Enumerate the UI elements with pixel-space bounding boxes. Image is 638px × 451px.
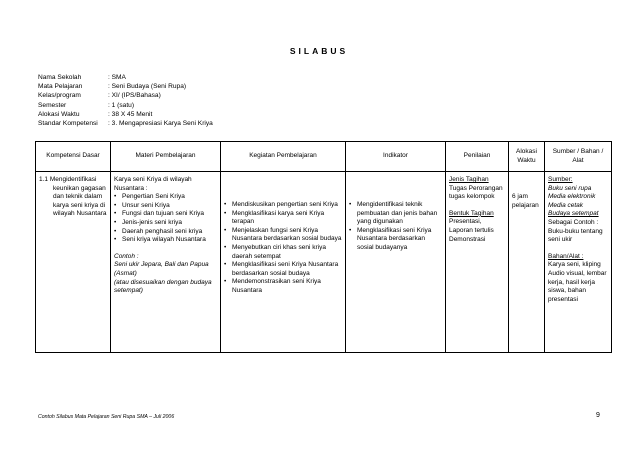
list-item: • Fungsi dan tujuan seni Kriya bbox=[114, 210, 217, 219]
list-item: • Daerah penghasil seni kriya bbox=[114, 228, 217, 237]
list-item: • Mengklasifikasi seni Kriya Nusantara berdasarkan sosial budayanya bbox=[349, 227, 442, 253]
jenis-tagihan-label: Jenis Tagihan bbox=[449, 176, 489, 183]
cell-indikator bbox=[346, 172, 446, 353]
list-item: • Mendemonstrasikan seni Kriya Nusantara bbox=[224, 278, 342, 295]
syllabus-table bbox=[35, 141, 612, 353]
meta-row: Mata Pelajaran : Seni Budaya (Seni Rupa) bbox=[38, 83, 187, 91]
list-item: • Seni kriya wilayah Nusantara bbox=[114, 236, 217, 245]
sumber-label: Sumber: bbox=[548, 176, 573, 183]
meta-row: Alokasi Waktu : 38 X 45 Menit bbox=[38, 110, 153, 118]
indikator-list bbox=[349, 201, 442, 253]
list-item: • Menyebutkan ciri khas seni kriya daerah setempat bbox=[224, 244, 342, 261]
header-kegiatan: Kegiatan Pembelajaran bbox=[221, 142, 346, 172]
contoh-note: (atau disesuaikan dengan budaya setempat) bbox=[114, 278, 212, 295]
list-item: • Pengertian Seni Kriya bbox=[114, 193, 217, 202]
sumber-item: Media elektronik bbox=[548, 193, 596, 201]
list-item: • Jenis-jenis seni kriya bbox=[114, 219, 217, 228]
page-title: SILABUS bbox=[289, 46, 349, 56]
cell-sumber bbox=[545, 172, 612, 353]
bentuk-tagihan-label: Bentuk Tagihan bbox=[449, 209, 494, 217]
header-materi: Materi Pembelajaran bbox=[111, 142, 221, 172]
header-penilaian: Penilaian bbox=[446, 142, 509, 172]
header-indikator: Indikator bbox=[346, 142, 446, 172]
list-item: • Menjelaskan fungsi seni Kriya Nusantara berdasarkan sosial budaya bbox=[224, 227, 342, 244]
cell-alokasi bbox=[509, 172, 545, 353]
header-kompetensi-dasar: Kompetensi Dasar bbox=[36, 142, 111, 172]
sumber-contoh: Sebagai Contoh : Buku-buku tentang seni ukir bbox=[548, 218, 603, 244]
list-item: • Mendiskusikan pengertian seni Kriya bbox=[224, 201, 342, 210]
bahan-label: Bahan/Alat : bbox=[548, 252, 584, 260]
sumber-item: Budaya setempat bbox=[548, 210, 599, 218]
meta-row: Nama Sekolah : SMA bbox=[38, 74, 126, 81]
materi-list bbox=[114, 193, 217, 245]
bahan-text: Karya seni, kliping Audio visual, lembar kerja, hasil kerja siswa, bahan presentasi bbox=[548, 261, 607, 303]
contoh-label: Contoh : bbox=[114, 252, 139, 260]
list-item: • Mengklasifikasi seni Kriya Nusantara berdasarkan sosial budaya bbox=[224, 261, 342, 278]
syllabus-meta bbox=[38, 73, 213, 128]
table-header-row bbox=[36, 142, 612, 172]
list-item: • Unsur seni Kriya bbox=[114, 202, 217, 211]
meta-row: Kelas/program : XI/ (IPS/Bahasa) bbox=[38, 92, 161, 100]
cell-kegiatan bbox=[221, 172, 346, 353]
meta-row: Semester : 1 (satu) bbox=[38, 101, 135, 109]
table-row bbox=[36, 172, 612, 353]
footer-text: Contoh Silabus Mata Pelajaran Seni Rupa SMA – Juli 2006 bbox=[38, 414, 175, 420]
list-item: • Mengklasifikasi karya seni Kriya terapan bbox=[224, 210, 342, 227]
contoh-text: Seni ukir Jepara, Bali dan Papua (Asmat) bbox=[114, 261, 209, 277]
jenis-tagihan: Tugas Perorangan tugas kelompok bbox=[449, 184, 503, 201]
cell-kompetensi-dasar: 1.1 Mengidentifikasi keunikan gagasan dan teknik dalam karya seni kriya di wilayah Nusantara bbox=[36, 172, 111, 353]
meta-row: Standar Kompetensi : 3. Mengapresiasi Karya Seni Kriya bbox=[38, 120, 213, 128]
header-sumber: Sumber / Bahan / Alat bbox=[545, 142, 612, 172]
page-number: 9 bbox=[596, 412, 600, 419]
header-alokasi: Alokasi Waktu bbox=[509, 142, 545, 172]
list-item: • Mengidentifikasi teknik pembuatan dan jenis bahan yang digunakan bbox=[349, 201, 442, 227]
cell-materi: Karya seni Kriya di wilayah Nusantara : • Pengertian Seni Kriya • Unsur seni Kriya • Fungsi dan tujuan seni Kriya • Jenis-jenis seni kriya • Daerah penghasil seni kriya • Seni kriya wilayah Nusantara Contoh : Seni ukir Jepara, Bali dan Papua (Asmat) (atau disesuaikan dengan budaya setempat) bbox=[111, 172, 221, 353]
bentuk-tagihan: Presentasi, Laporan tertulis Demonstrasi bbox=[449, 218, 494, 243]
sumber-item: Media cetak bbox=[548, 201, 584, 209]
kegiatan-list bbox=[224, 201, 342, 296]
cell-penilaian bbox=[446, 172, 509, 353]
alokasi-value: 6 jam pelajaran bbox=[512, 193, 539, 209]
sumber-item: Buku seni rupa bbox=[548, 184, 592, 192]
